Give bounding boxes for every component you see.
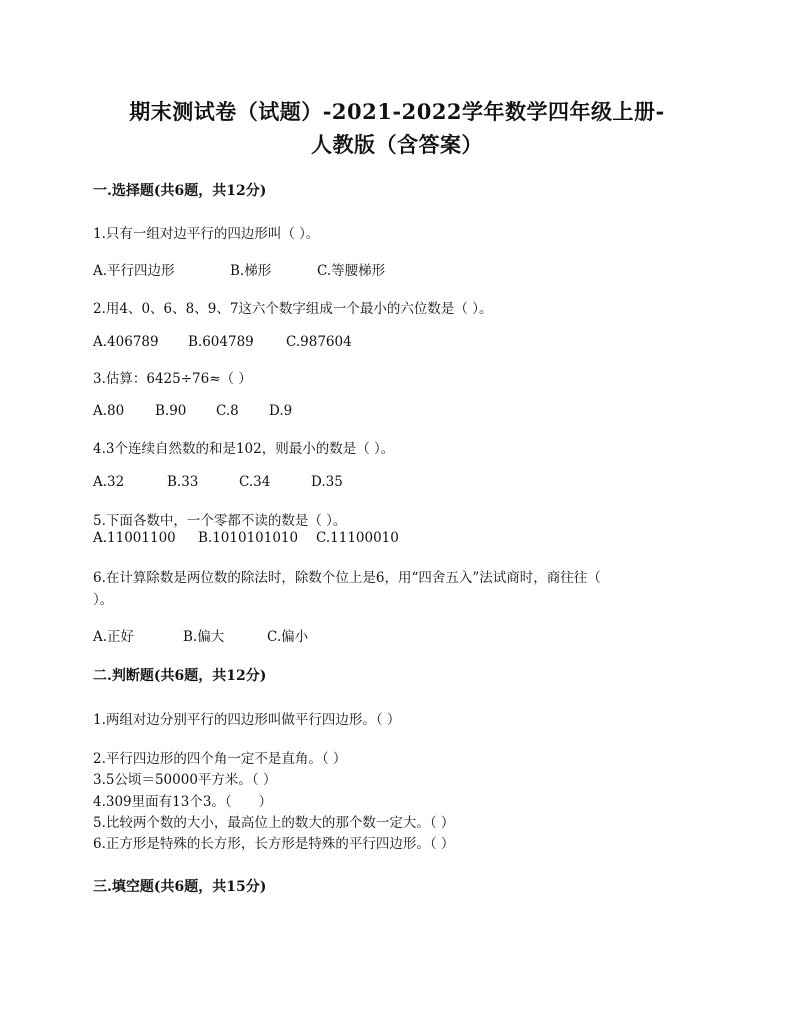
question-2-4: 4.309里面有13个3。（ ） — [93, 794, 273, 810]
option-a: A.406789 — [93, 334, 159, 350]
document-title-line-2: 人教版（含答案） — [311, 132, 483, 157]
section-heading-multiple-choice: 一.选择题(共6题，共12分) — [93, 183, 267, 199]
question-1-4: 4.3个连续自然数的和是102，则最小的数是（ ）。 — [93, 441, 395, 457]
section-heading-true-false: 二.判断题(共6题，共12分) — [93, 668, 267, 684]
section-heading-fill-in: 三.填空题(共6题，共15分) — [93, 879, 267, 895]
question-1-2: 2.用4、0、6、8、9、7这六个数字组成一个最小的六位数是（ ）。 — [93, 301, 493, 317]
question-1-1: 1.只有一组对边平行的四边形叫（ ）。 — [93, 226, 320, 242]
option-c: C.偏小 — [267, 629, 309, 645]
option-c: C.8 — [216, 403, 239, 419]
option-a: A.平行四边形 — [93, 263, 175, 279]
option-b: B.偏大 — [183, 629, 225, 645]
option-b: B.33 — [167, 474, 199, 490]
option-c: C.等腰梯形 — [317, 263, 386, 279]
option-a: A.11001100 — [93, 530, 176, 546]
question-2-3: 3.5公顷＝50000平方米。（ ） — [93, 772, 277, 788]
option-a: A.32 — [93, 474, 125, 490]
question-2-2: 2.平行四边形的四个角一定不是直角。（ ） — [93, 751, 347, 767]
question-2-5: 5.比较两个数的大小，最高位上的数大的那个数一定大。（ ） — [93, 815, 455, 831]
option-a: A.80 — [93, 403, 125, 419]
option-b: B.90 — [155, 403, 187, 419]
question-1-5: 5.下面各数中，一个零都不读的数是（ ）。 — [93, 513, 347, 529]
option-b: B.604789 — [188, 334, 254, 350]
question-2-1: 1.两组对边分别平行的四边形叫做平行四边形。（ ） — [93, 712, 401, 728]
question-1-3: 3.估算：6425÷76≈（ ） — [93, 371, 252, 387]
option-c: C.34 — [239, 474, 271, 490]
question-2-6: 6.正方形是特殊的长方形，长方形是特殊的平行四边形。（ ） — [93, 836, 455, 852]
option-d: D.35 — [311, 474, 343, 490]
option-c: C.987604 — [286, 334, 352, 350]
option-d: D.9 — [269, 403, 293, 419]
question-1-6-line-1: 6.在计算除数是两位数的除法时，除数个位上是6，用“四舍五入”法试商时，商往往（ — [93, 570, 601, 586]
option-b: B.1010101010 — [198, 530, 299, 546]
option-a: A.正好 — [93, 629, 135, 645]
question-1-6-line-2: ）。 — [93, 592, 114, 608]
option-b: B.梯形 — [230, 263, 272, 279]
option-c: C.11100010 — [316, 530, 399, 546]
document-title-line-1: 期末测试卷（试题）-2021-2022学年数学四年级上册- — [129, 99, 665, 124]
